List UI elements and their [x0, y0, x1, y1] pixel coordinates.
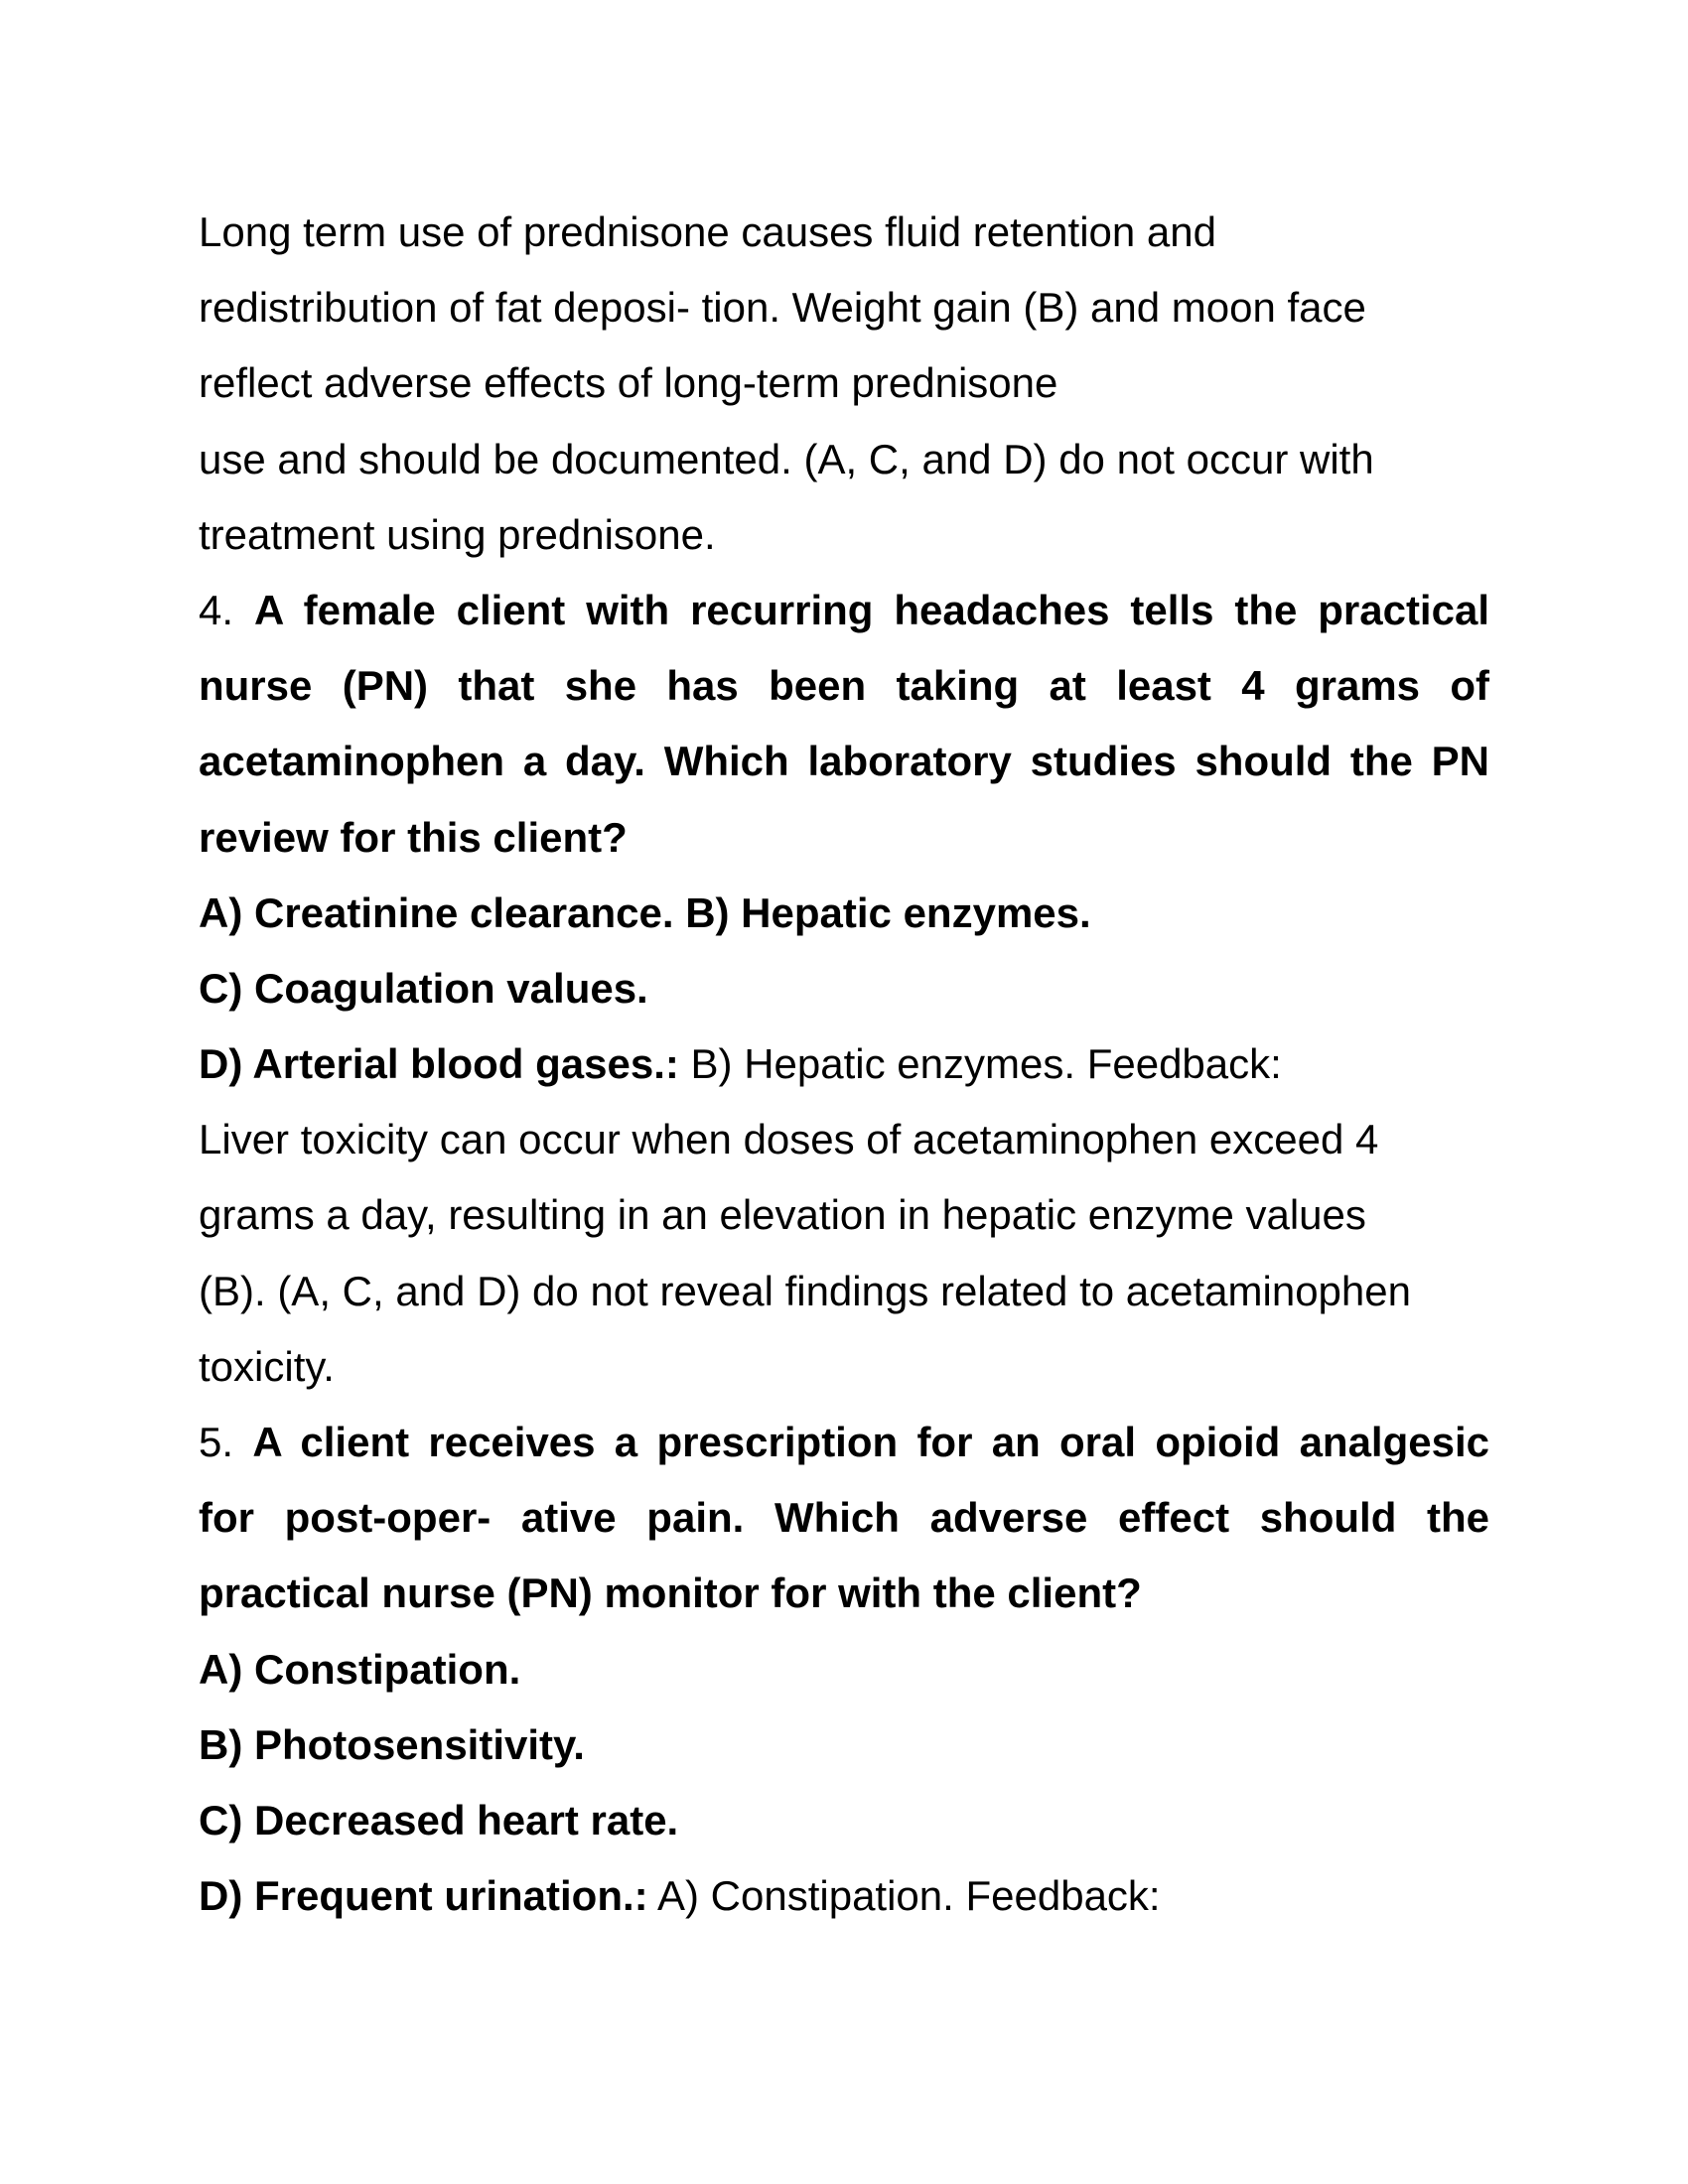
q4-question-line — [199, 573, 1489, 648]
q3-feedback-line: treatment using prednisone. — [199, 510, 716, 558]
q4-question-line — [199, 800, 1489, 876]
document-page — [199, 195, 1489, 1934]
q5-option-d-text: D) Frequent urination.: — [199, 1872, 648, 1920]
q3-feedback-line: reflect adverse effects of long-term prednisone — [199, 359, 1058, 407]
q5-option-a-text: A) Constipation. — [199, 1645, 521, 1693]
q4-question-text: nurse (PN) that she has been taking at least 4 grams of — [199, 662, 1489, 710]
q4-option-d-text: D) Arterial blood gases.: — [199, 1040, 679, 1088]
q4-question-text: review for this client? — [199, 813, 628, 861]
q4-feedback-line: (B). (A, C, and D) do not reveal findings related to acetaminophen — [199, 1267, 1411, 1314]
q5-option-b-text: B) Photosensitivity. — [199, 1720, 585, 1768]
q4-option-d — [199, 1026, 1489, 1102]
q4-feedback-line: Liver toxicity can occur when doses of acetaminophen exceed 4 — [199, 1116, 1379, 1163]
q4-feedback-line: toxicity. — [199, 1342, 335, 1390]
q5-question-line — [199, 1480, 1489, 1556]
q5-question-line — [199, 1405, 1489, 1480]
q5-question-text: A client receives a prescription for an oral opioid analgesic — [252, 1419, 1489, 1465]
q5-option-b — [199, 1707, 1489, 1783]
q4-question-text: A female client with recurring headaches tells the practical — [253, 586, 1489, 633]
q5-option-c-text: C) Decreased heart rate. — [199, 1796, 679, 1843]
q4-question-line — [199, 724, 1489, 799]
q5-question-text: practical nurse (PN) monitor for with the client? — [199, 1570, 1142, 1617]
q4-number: 4. — [199, 586, 234, 633]
q4-option-c — [199, 951, 1489, 1026]
q5-option-a — [199, 1632, 1489, 1707]
q3-feedback-line: redistribution of fat deposi- tion. Weight gain (B) and moon face — [199, 284, 1366, 332]
q4-answer: B) Hepatic enzymes. Feedback: — [690, 1040, 1282, 1088]
q5-option-c — [199, 1783, 1489, 1858]
q5-question-line — [199, 1556, 1489, 1631]
q4-option-ab-text: A) Creatinine clearance. B) Hepatic enzymes. — [199, 888, 1091, 936]
q5-option-d — [199, 1858, 1489, 1934]
q3-feedback-line: use and should be documented. (A, C, and D) do not occur with — [199, 435, 1374, 482]
q5-number: 5. — [199, 1419, 234, 1465]
q4-feedback-line: grams a day, resulting in an elevation in hepatic enzyme values — [199, 1191, 1366, 1239]
q4-question-text: acetaminophen a day. Which laboratory studies should the PN — [199, 738, 1489, 785]
q5-question-text: for post-oper- ative pain. Which adverse effect should the — [199, 1494, 1489, 1542]
q4-option-ab — [199, 876, 1489, 951]
q4-question-line — [199, 648, 1489, 724]
q5-answer: A) Constipation. Feedback: — [657, 1872, 1161, 1920]
q3-feedback-line: Long term use of prednisone causes fluid retention and — [199, 208, 1217, 255]
q4-option-c-text: C) Coagulation values. — [199, 964, 648, 1012]
